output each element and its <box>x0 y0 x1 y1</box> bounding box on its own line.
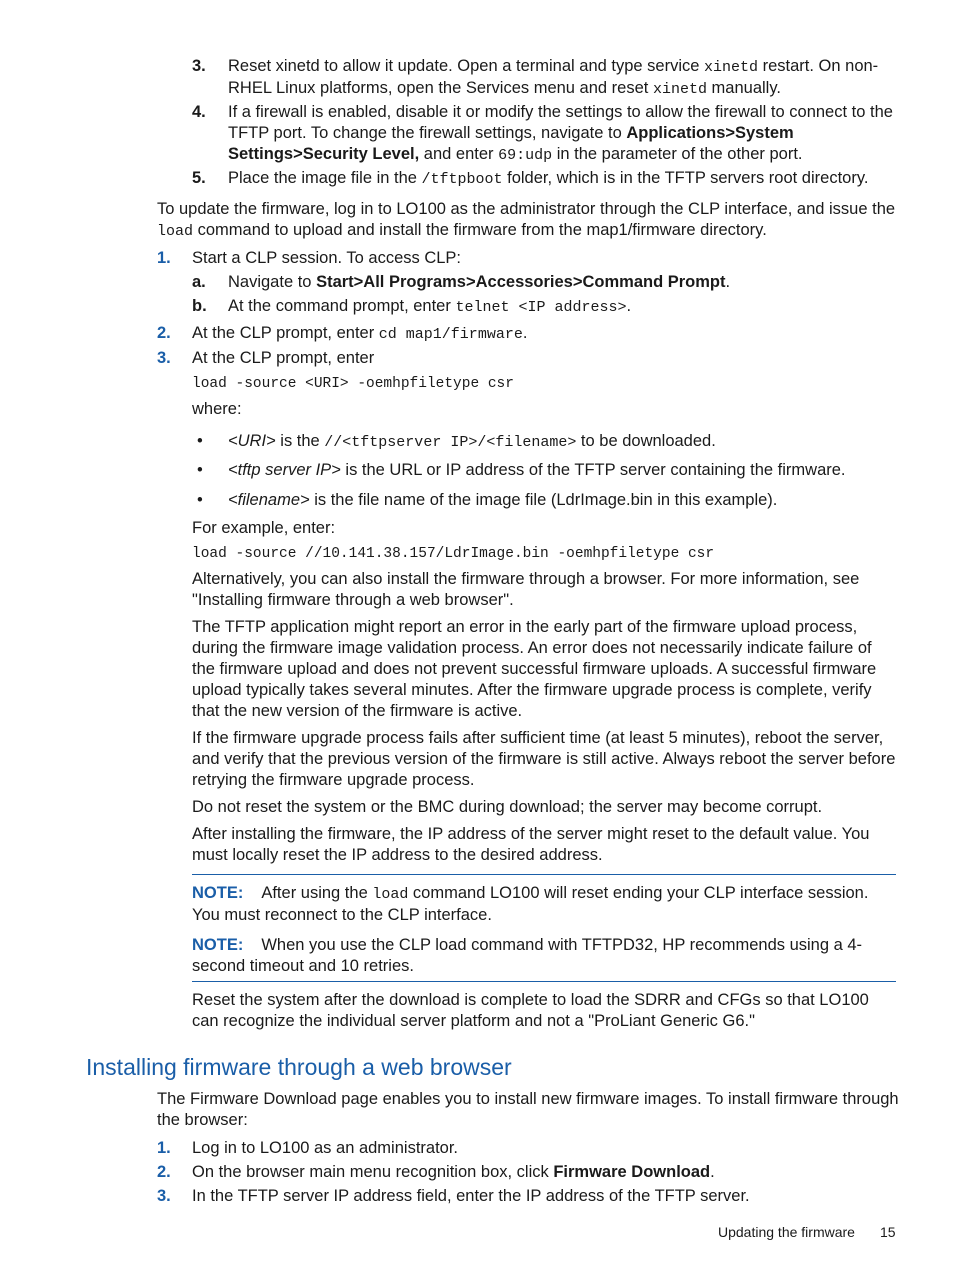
paragraph-do-not-reset: Do not reset the system or the BMC during download; the server may become corrupt. <box>192 798 823 816</box>
paragraph-upgrade-fails: If the firmware upgrade process fails after sufficient time (at least 5 minutes), reboot the server, and verify that the previous version of the firmware is still active. Always reboot the server before retrying the firmware upgrade process. <box>192 729 896 789</box>
clp-step-1b-text: At the command prompt, enter telnet <IP address>. <box>228 297 632 316</box>
bullet-filename: <filename> is the file name of the image file (LdrImage.bin in this example). <box>228 491 778 509</box>
step-text: Reset xinetd to allow it update. Open a terminal and type service xinetd restart. On non-RHEL Linux platforms, open the Services menu and reset xinetd manually. <box>228 57 879 98</box>
bullet-tftp-server-ip: <tftp server IP> is the URL or IP address of the TFTP server containing the firmware. <box>228 461 846 479</box>
clp-step-2-text: At the CLP prompt, enter cd map1/firmware. <box>192 324 528 343</box>
clp-step-1a-letter: a. <box>192 273 206 291</box>
section-heading: Installing firmware through a web browser <box>86 1054 512 1080</box>
browser-step-2-number: 2. <box>157 1163 171 1181</box>
bullet-glyph: • <box>197 491 203 509</box>
note-top-rule <box>192 874 896 875</box>
step-number: 3. <box>192 57 206 75</box>
paragraph-ip-reset: After installing the firmware, the IP address of the server might reset to the default value. You must locally reset the IP address to the desired address. <box>192 825 870 864</box>
paragraph-alternatively: Alternatively, you can also install the firmware through a browser. For more information, see "Installing firmware through a web browser". <box>192 570 860 609</box>
step-number: 5. <box>192 169 206 187</box>
clp-step-2-number: 2. <box>157 324 171 342</box>
clp-step-1-number: 1. <box>157 249 171 267</box>
intro-paragraph: To update the firmware, log in to LO100 as the administrator through the CLP interface, and issue the load command to upload and install the firmware from the map1/firmware directory. <box>157 200 896 240</box>
browser-step-3-text: In the TFTP server IP address field, enter the IP address of the TFTP server. <box>192 1187 750 1205</box>
bullet-uri: <URI> is the //<tftpserver IP>/<filename> to be downloaded. <box>228 432 716 451</box>
bullet-glyph: • <box>197 432 203 450</box>
note-1: NOTE: After using the load command LO100 will reset ending your CLP interface session. You must reconnect to the CLP interface. <box>192 884 869 924</box>
paragraph-reset-system: Reset the system after the download is complete to load the SDRR and CFGs so that LO100 can recognize the individual server platform and not a "ProLiant Generic G6." <box>192 991 869 1030</box>
browser-step-1-text: Log in to LO100 as an administrator. <box>192 1139 458 1157</box>
clp-step-1a-text: Navigate to Start>All Programs>Accessories>Command Prompt. <box>228 273 731 291</box>
clp-step-3-number: 3. <box>157 349 171 367</box>
section-intro: The Firmware Download page enables you to install new firmware images. To install firmware through the browser: <box>157 1090 899 1129</box>
step-number: 4. <box>192 103 206 121</box>
bullet-glyph: • <box>197 461 203 479</box>
browser-step-1-number: 1. <box>157 1139 171 1157</box>
browser-step-2-text: On the browser main menu recognition box, click Firmware Download. <box>192 1163 715 1181</box>
browser-step-3-number: 3. <box>157 1187 171 1205</box>
footer-section-title: Updating the firmware <box>718 1224 855 1240</box>
footer-page-number: 15 <box>880 1224 896 1240</box>
clp-step-1b-letter: b. <box>192 297 207 315</box>
note-2: NOTE: When you use the CLP load command with TFTPD32, HP recommends using a 4-second timeout and 10 retries. <box>192 936 863 975</box>
example-label: For example, enter: <box>192 519 336 537</box>
step-text: Place the image file in the /tftpboot folder, which is in the TFTP servers root directory. <box>228 169 869 188</box>
example-command-code: load -source //10.141.38.157/LdrImage.bin -oemhpfiletype csr <box>192 546 715 562</box>
clp-step-1-text: Start a CLP session. To access CLP: <box>192 249 462 267</box>
where-label: where: <box>192 400 242 418</box>
note-bottom-rule <box>192 981 896 982</box>
paragraph-tftp-error: The TFTP application might report an error in the early part of the firmware upload process, during the firmware image validation process. An error does not necessarily indicate failure of the firmware upload and does not prevent successful firmware uploads. A successful firmware upload typically takes several minutes. After the firmware upgrade process is complete, verify that the new version of the firmware is active. <box>192 618 877 720</box>
step-text: If a firewall is enabled, disable it or modify the settings to allow the firewall to connect to the TFTP port. To change the firewall settings, navigate to Applications>System Settings>Security Level, and enter 69:udp in the parameter of the other port. <box>228 103 893 164</box>
clp-step-3-text: At the CLP prompt, enter <box>192 349 375 367</box>
load-command-code: load -source <URI> -oemhpfiletype csr <box>192 376 514 392</box>
